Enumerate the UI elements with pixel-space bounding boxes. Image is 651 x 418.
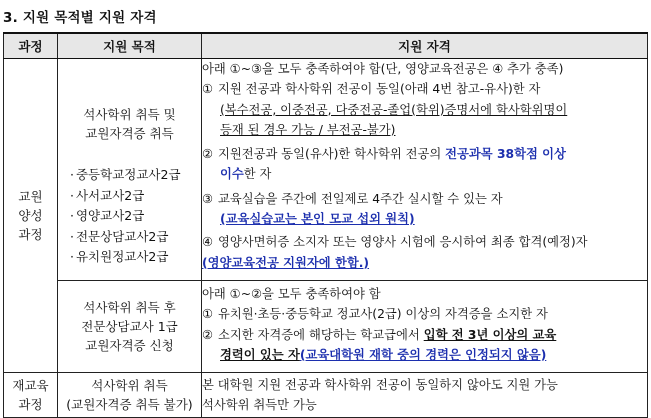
section-heading: 3. 지원 목적별 지원 자격 [3, 10, 157, 26]
list-item: · 유치원정교사2급 [70, 247, 201, 268]
purpose-line: 교원자격증 신청 [85, 338, 174, 353]
course-line: 양성 [18, 208, 43, 223]
cert-list [58, 165, 201, 268]
highlight-complete: 이수 [220, 167, 244, 182]
requirement-cell-2 [202, 281, 648, 373]
list-item: · 전문상담교사2급 [70, 227, 201, 248]
header-requirement: 지원 자격 [202, 33, 648, 59]
purpose-line: 교원자격증 취득 [85, 126, 174, 141]
item-text: 한 자 [243, 167, 272, 182]
req2-intro: 아래 ①~②을 모두 충족하여야 함 [202, 287, 381, 301]
item-text: 유치원·초등·중등학교 정교사(2급) 이상의 자격증을 소지한 자 [218, 307, 548, 322]
req-item-1 [202, 79, 647, 99]
course-line: 교원 [18, 189, 43, 204]
purpose-line: 석사학위 취득 [91, 378, 168, 393]
req-item-1-sub1: (복수전공, 이중전공, 다중전공-졸업(학위)증명서에 학사학위명이 [220, 102, 568, 117]
experience-note: (교육대학원 재학 중의 경력은 인정되지 않음) [299, 347, 547, 362]
header-purpose: 지원 목적 [58, 33, 202, 59]
item-text: 영양사면허증 소지자 또는 영양사 시험에 응시하여 최종 합격(예정)자 [218, 235, 588, 250]
table-row-retraining [4, 373, 648, 418]
item-text: 지원전공과 동일(유사)한 학사학위 전공의 [218, 147, 446, 162]
req-item-3 [202, 189, 647, 209]
course-line: 과정 [18, 397, 43, 412]
purpose-line: 석사학위 취득 및 [83, 107, 176, 122]
highlight-experience-cont: 경력이 있는 자 [220, 347, 300, 362]
list-item: · 중등학교정교사2급 [70, 165, 201, 186]
req-item-4-note: (영양교육전공 지원자에 한함.) [202, 255, 370, 270]
req-item-4 [202, 232, 647, 252]
req2-item-1 [202, 304, 647, 324]
purpose-line: 전문상담교사 1급 [81, 319, 178, 334]
item-number: ① [202, 307, 214, 322]
item-number: ① [202, 82, 214, 97]
header-course: 과정 [4, 33, 58, 59]
item-text: 교육실습을 주간에 전일제로 4주간 실시할 수 있는 자 [218, 191, 503, 206]
req-item-2-cont [202, 164, 647, 184]
retraining-line: 본 대학원 지원 전공과 학사학위 전공이 동일하지 않아도 지원 가능 [202, 377, 558, 392]
highlight-experience: 입학 전 3년 이상의 교육 [423, 327, 557, 342]
course-line: 과정 [18, 227, 43, 242]
item-number: ③ [202, 191, 214, 206]
requirement-cell-1 [202, 59, 648, 281]
purpose-cell-1 [58, 59, 202, 281]
item-number: ④ [202, 235, 214, 250]
requirement-cell-retraining [202, 373, 648, 418]
purpose-line: 석사학위 취득 후 [83, 300, 176, 315]
req-item-1-sub2: 등재 된 경우 가능 / 부전공-불가) [220, 122, 396, 137]
item-number: ② [202, 147, 214, 162]
course-line: 재교육 [12, 378, 49, 393]
item-text: 지원 전공과 학사학위 전공이 동일(아래 4번 참고-유사)한 자 [218, 82, 541, 97]
item-text: 소지한 자격증에 해당하는 학교급에서 [218, 327, 424, 342]
req-intro: 아래 ①~③을 모두 충족하여야 함(단, 영양교육전공은 ④ 추가 충족) [202, 62, 564, 76]
highlight-credits: 전공과목 38학점 이상 [445, 147, 566, 162]
req2-item-2 [202, 325, 647, 345]
purpose-cell-2 [58, 281, 202, 373]
table-row-teacher-2 [4, 281, 648, 373]
list-item: · 영양교사2급 [70, 206, 201, 227]
req-item-3-note: (교육실습교는 본인 모교 섭외 원칙) [220, 212, 415, 227]
course-retraining [4, 373, 58, 418]
purpose-cell-retraining [58, 373, 202, 418]
item-number: ② [202, 327, 214, 342]
table-row-teacher-1 [4, 59, 648, 281]
req-item-2 [202, 144, 647, 164]
eligibility-table [3, 32, 648, 418]
list-item: · 사서교사2급 [70, 186, 201, 207]
purpose-line: (교원자격증 취득 불가) [66, 397, 193, 412]
retraining-line: 석사학위 취득만 가능 [202, 398, 317, 412]
req2-item-2-cont [202, 345, 647, 365]
course-teacher-training [4, 59, 58, 373]
header-row [4, 33, 648, 59]
